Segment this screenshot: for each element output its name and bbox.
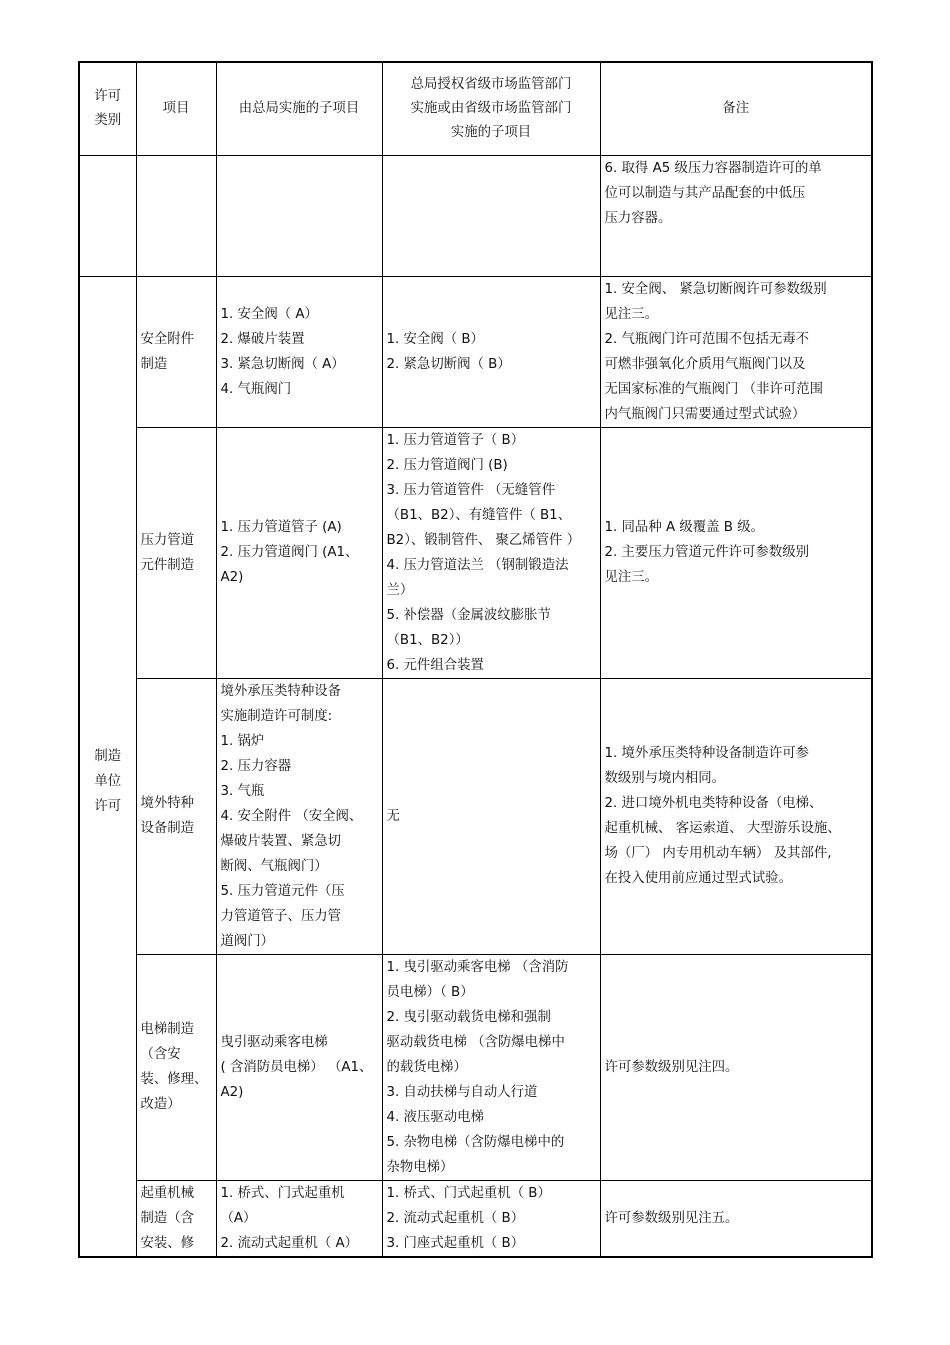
header-remark — [600, 62, 872, 155]
cell-text: 电梯制造 — [140, 1022, 195, 1037]
cell-text: 4. 安全附件 （安全阀、 — [220, 808, 363, 824]
cell-text: 1. 压力管道管子 (A) — [220, 520, 342, 535]
cell-text: 2. 气瓶阀门许可范围不包括无毒不 — [604, 331, 810, 347]
cell-text: 见注三。 — [604, 570, 659, 585]
cell-text: 内气瓶阀门只需要通过型式试验） — [604, 406, 806, 422]
cell-text: 元件制造 — [140, 557, 195, 573]
table-row — [79, 678, 872, 954]
cell-text: 1. 曳引驱动乘客电梯 （含消防 — [386, 959, 569, 975]
header-text: 类别 — [94, 112, 122, 128]
cell-text: 压力容器。 — [604, 210, 672, 226]
cell-text: 1. 安全阀、 紧急切断阀许可参数级别 — [604, 281, 827, 297]
cell-text: （B1、B2）、有缝管件（ B1、 — [386, 507, 572, 523]
cell-text: 境外承压类特种设备 — [220, 683, 342, 699]
header-text: 实施或由省级市场监管部门 — [410, 100, 572, 116]
remark-cell — [600, 1180, 872, 1257]
cell-text: （含安 — [140, 1047, 181, 1062]
project-cell — [136, 678, 216, 954]
category-text: 许可 — [94, 798, 122, 814]
cell-text: 1. 桥式、门式起重机 — [220, 1185, 345, 1201]
category-text: 制造 — [94, 748, 122, 764]
remark-cell — [600, 954, 872, 1180]
cell-text: 1. 境外承压类特种设备制造许可参 — [604, 746, 810, 761]
cell-text: 力管道管子、压力管 — [220, 908, 342, 924]
cell-text: 无国家标准的气瓶阀门 （非许可范围 — [604, 381, 824, 397]
cell-text: 6. 取得 A5 级压力容器制造许可的单 — [604, 160, 822, 176]
cell-text: 许可参数级别见注四。 — [604, 1059, 739, 1075]
central-subitem-cell — [216, 1180, 382, 1257]
provincial-subitem-cell — [382, 1180, 600, 1257]
header-central-subitems — [216, 62, 382, 155]
central-subitem-cell — [216, 276, 382, 427]
cell-text: 1. 锅炉 — [220, 733, 265, 749]
cell-text: 的载货电梯） — [386, 1059, 467, 1075]
provincial-subitem-cell — [382, 678, 600, 954]
cell-text: 无 — [386, 808, 400, 824]
cell-text: 道阀门） — [220, 933, 275, 949]
table-row — [79, 155, 872, 276]
central-subitem-cell — [216, 678, 382, 954]
cell-text: A2) — [220, 1084, 244, 1100]
header-text: 备注 — [722, 100, 750, 116]
category-text: 单位 — [94, 773, 122, 789]
empty-cell — [79, 155, 136, 276]
header-text: 由总局实施的子项目 — [238, 100, 360, 116]
empty-cell — [136, 155, 216, 276]
table-row — [79, 1180, 872, 1257]
provincial-subitem-cell — [382, 427, 600, 678]
cell-text: 4. 压力管道法兰 （钢制锻造法 — [386, 557, 569, 573]
cell-text: 6. 元件组合装置 — [386, 657, 484, 673]
cell-text: 杂物电梯） — [386, 1159, 454, 1175]
cell-text: B2）、锻制管件、 聚乙烯管件 ） — [386, 532, 581, 548]
remark-cell — [600, 427, 872, 678]
cell-text: 3. 气瓶 — [220, 783, 265, 799]
cell-text: 制造 — [140, 356, 168, 372]
category-cell — [79, 276, 136, 1257]
cell-text: 员电梯）（ B） — [386, 984, 474, 1000]
header-text: 许可 — [94, 88, 122, 104]
cell-text: 5. 杂物电梯（含防爆电梯中的 — [386, 1134, 565, 1150]
table-row — [79, 427, 872, 678]
cell-text: （B1、B2）） — [386, 632, 469, 648]
cell-text: 4. 液压驱动电梯 — [386, 1109, 484, 1125]
project-cell — [136, 276, 216, 427]
cell-text: 场（厂） 内专用机动车辆） 及其部件, — [604, 846, 832, 861]
cell-text: 1. 安全阀（ B） — [386, 331, 484, 347]
cell-text: 境外特种 — [140, 796, 195, 811]
cell-text: 1. 压力管道管子（ B） — [386, 432, 525, 448]
cell-text: 安装、修 — [140, 1235, 195, 1251]
cell-text: 在投入使用前应通过型式试验。 — [604, 871, 792, 886]
cell-text: 位可以制造与其产品配套的中低压 — [604, 185, 806, 201]
cell-text: 2. 曳引驱动载货电梯和强制 — [386, 1009, 551, 1025]
cell-text: 曳引驱动乘客电梯 — [220, 1034, 328, 1050]
cell-text: 兰） — [386, 582, 414, 598]
cell-text: 压力管道 — [140, 532, 195, 548]
header-row — [79, 62, 872, 155]
cell-text: （A） — [220, 1210, 257, 1226]
table-row — [79, 276, 872, 427]
cell-text: 5. 压力管道元件（压 — [220, 883, 345, 899]
cell-text: 2. 压力容器 — [220, 758, 292, 774]
cell-text: 2. 紧急切断阀（ B） — [386, 356, 511, 372]
provincial-subitem-cell — [382, 276, 600, 427]
cell-text: 1. 桥式、门式起重机（ B） — [386, 1185, 551, 1201]
cell-text: A2) — [220, 570, 244, 585]
cell-text: 数级别与境内相同。 — [604, 771, 726, 786]
empty-cell — [382, 155, 600, 276]
cell-text: 装、修理、 — [140, 1072, 208, 1087]
cell-text: 3. 门座式起重机（ B） — [386, 1235, 525, 1251]
cell-text: 许可参数级别见注五。 — [604, 1210, 739, 1226]
cell-text: 2. 爆破片装置 — [220, 331, 305, 347]
cell-text: 实施制造许可制度: — [220, 708, 333, 724]
cell-text: 断阀、气瓶阀门） — [220, 858, 328, 874]
header-text: 总局授权省级市场监管部门 — [410, 76, 572, 92]
header-provincial-subitems — [382, 62, 600, 155]
cell-text: 改造） — [140, 1097, 181, 1112]
cell-text: 起重机械、 客运索道、 大型游乐设施、 — [604, 821, 841, 836]
remark-cell — [600, 155, 872, 276]
cell-text: 4. 气瓶阀门 — [220, 381, 292, 397]
cell-text: ( 含消防员电梯） （A1、 — [220, 1059, 373, 1075]
remark-cell — [600, 678, 872, 954]
table-row — [79, 954, 872, 1180]
cell-text: 见注三。 — [604, 306, 659, 322]
project-cell — [136, 954, 216, 1180]
cell-text: 设备制造 — [140, 821, 195, 836]
cell-text: 制造（含 — [140, 1210, 195, 1226]
cell-text: 2. 进口境外机电类特种设备（电梯、 — [604, 796, 823, 811]
cell-text: 起重机械 — [140, 1185, 195, 1201]
header-text: 实施的子项目 — [450, 124, 532, 140]
project-cell — [136, 427, 216, 678]
header-text: 项目 — [162, 100, 190, 116]
header-license-category — [79, 62, 136, 155]
cell-text: 1. 安全阀（ A） — [220, 306, 318, 322]
cell-text: 2. 流动式起重机（ A） — [220, 1235, 359, 1251]
provincial-subitem-cell — [382, 954, 600, 1180]
cell-text: 3. 压力管道管件 （无缝管件 — [386, 482, 556, 498]
remark-cell — [600, 276, 872, 427]
license-table — [78, 61, 873, 1258]
cell-text: 2. 压力管道阀门 (A1、 — [220, 545, 359, 560]
cell-text: 3. 紧急切断阀（ A） — [220, 356, 345, 372]
cell-text: 驱动载货电梯 （含防爆电梯中 — [386, 1034, 565, 1050]
cell-text: 2. 主要压力管道元件许可参数级别 — [604, 545, 810, 560]
empty-cell — [216, 155, 382, 276]
cell-text: 安全附件 — [140, 331, 195, 347]
cell-text: 5. 补偿器（金属波纹膨胀节 — [386, 607, 551, 623]
cell-text: 1. 同品种 A 级覆盖 B 级。 — [604, 520, 765, 535]
project-cell — [136, 1180, 216, 1257]
cell-text: 可燃非强氧化介质用气瓶阀门以及 — [604, 356, 806, 372]
cell-text: 2. 流动式起重机（ B） — [386, 1210, 525, 1226]
header-project — [136, 62, 216, 155]
cell-text: 3. 自动扶梯与自动人行道 — [386, 1084, 538, 1100]
central-subitem-cell — [216, 427, 382, 678]
central-subitem-cell — [216, 954, 382, 1180]
cell-text: 2. 压力管道阀门 (B) — [386, 457, 508, 473]
cell-text: 爆破片装置、紧急切 — [220, 833, 342, 849]
